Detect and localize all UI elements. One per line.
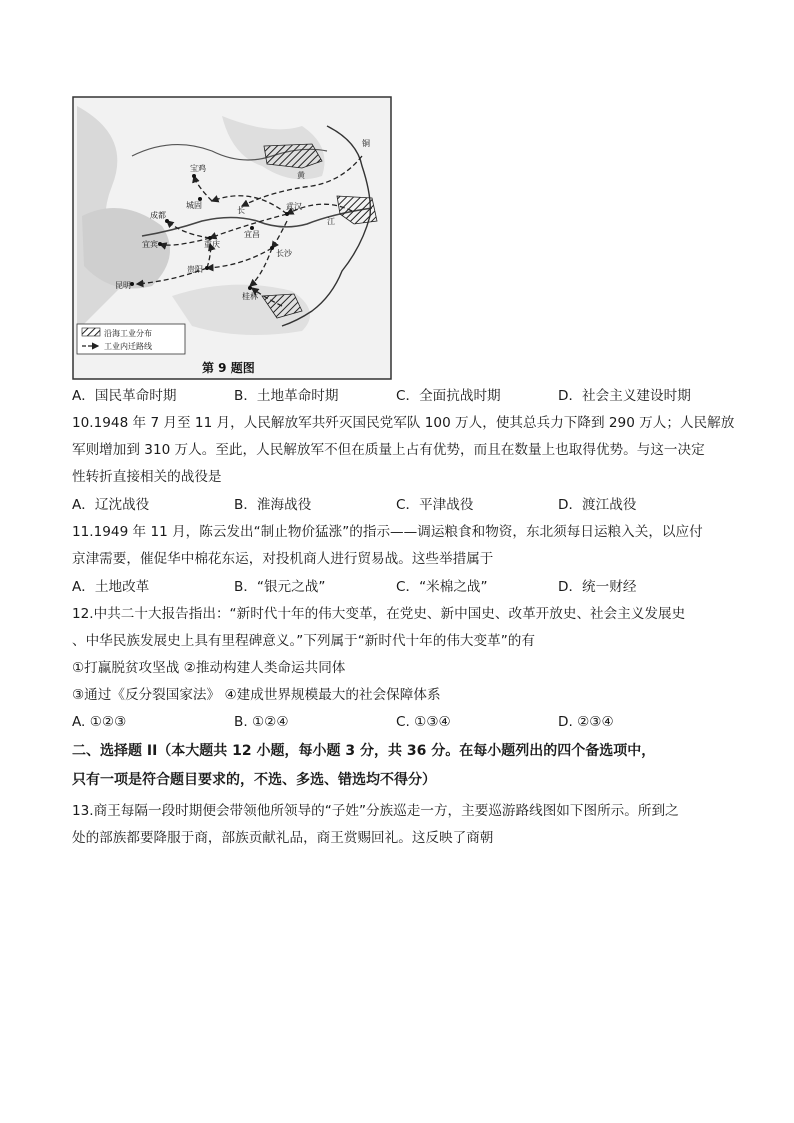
label-guilin: 桂林	[242, 292, 258, 301]
q10-stem-line2: 军则增加到 310 万人。至此，人民解放军不但在质量上占有优势，而且在数量上也取得优势。与这一决定	[72, 442, 705, 458]
section2-heading-line2: 只有一项是符合题目要求的，不选、多选、错选均不得分）	[72, 772, 436, 788]
q11-option-b[interactable]: B．“银元之战”	[234, 579, 326, 595]
q12-option-b[interactable]: B. ①②④	[234, 714, 289, 730]
label-baoji: 宝鸡	[190, 164, 206, 173]
section2-heading-line1: 二、选择题 II（本大题共 12 小题，每小题 3 分，共 36 分。在每小题列出的四个备选项中，	[72, 743, 656, 759]
q10-option-a[interactable]: A．辽沈战役	[72, 497, 150, 513]
label-guiyang: 贵阳	[187, 265, 203, 274]
label-yichang: 宜昌	[244, 230, 260, 239]
industry-relocation-map	[72, 96, 392, 380]
map-legend	[77, 324, 185, 354]
q12-stem-line1: 12.中共二十大报告指出：“新时代十年的伟大变革，在党史、新中国史、改革开放史、社会主义发展史	[72, 606, 686, 622]
legend-route-label: 工业内迁路线	[104, 342, 152, 351]
q10-option-d[interactable]: D．渡江战役	[558, 497, 637, 513]
label-chang: 长	[237, 206, 245, 215]
q9-option-d[interactable]: D．社会主义建设时期	[558, 388, 691, 404]
q13-stem-line2: 处的部族都要降服于商，部族贡献礼品，商王赏赐回礼。这反映了商朝	[72, 830, 494, 846]
q11-option-c[interactable]: C．“米棉之战”	[396, 579, 488, 595]
q9-option-c[interactable]: C．全面抗战时期	[396, 388, 501, 404]
label-chongqing: 重庆	[204, 240, 220, 249]
label-jiang: 江	[327, 217, 335, 226]
q12-stem-line2: 、中华民族发展史上具有里程碑意义。”下列属于“新时代十年的伟大变革”的有	[72, 633, 535, 649]
q11-stem-line2: 京津需要，催促华中棉花东运，对投机商人进行贸易战。这些举措属于	[72, 551, 494, 567]
label-chenggu: 城固	[186, 201, 202, 210]
q10-option-c[interactable]: C．平津战役	[396, 497, 474, 513]
legend-hatch-swatch	[82, 328, 100, 336]
q11-stem-line1: 11.1949 年 11 月，陈云发出“制止物价猛涨”的指示——调运粮食和物资，东北须每日运粮入关，以应付	[72, 524, 703, 540]
legend-hatch-label: 沿海工业分布	[104, 329, 152, 338]
map-caption: 第 9 题图	[202, 361, 255, 375]
q10-stem-line1: 10.1948 年 7 月至 11 月，人民解放军共歼灭国民党军队 100 万人，使其总兵力下降到 290 万人；人民解放	[72, 415, 735, 431]
label-kunming: 昆明	[115, 281, 131, 290]
label-changsha: 长沙	[276, 249, 292, 258]
label-chengdu: 成都	[150, 211, 166, 220]
q9-option-a[interactable]: A．国民革命时期	[72, 388, 177, 404]
q9-option-b[interactable]: B．土地革命时期	[234, 388, 339, 404]
q12-option-c[interactable]: C. ①③④	[396, 714, 451, 730]
label-huang: 黄	[297, 171, 305, 180]
q12-option-d[interactable]: D. ②③④	[558, 714, 614, 730]
label-wuhan: 武汉	[286, 202, 302, 211]
q12-option-a[interactable]: A. ①②③	[72, 714, 127, 730]
q10-option-b[interactable]: B．淮海战役	[234, 497, 312, 513]
label-tong: 铜	[362, 139, 370, 148]
q11-option-d[interactable]: D．统一财经	[558, 579, 637, 595]
q12-item-line1: ①打赢脱贫攻坚战 ②推动构建人类命运共同体	[72, 660, 346, 676]
coastal-industry-north	[264, 144, 322, 168]
q11-option-a[interactable]: A．土地改革	[72, 579, 150, 595]
q13-stem-line1: 13.商王每隔一段时期便会带领他所领导的“子姓”分族巡走一方，主要巡游路线图如下图所示。所到之	[72, 803, 679, 819]
q12-item-line2: ③通过《反分裂国家法》 ④建成世界规模最大的社会保障体系	[72, 687, 441, 703]
q10-stem-line3: 性转折直接相关的战役是	[72, 469, 222, 485]
map-graphic	[72, 96, 392, 380]
label-yibin: 宜宾	[142, 240, 158, 249]
